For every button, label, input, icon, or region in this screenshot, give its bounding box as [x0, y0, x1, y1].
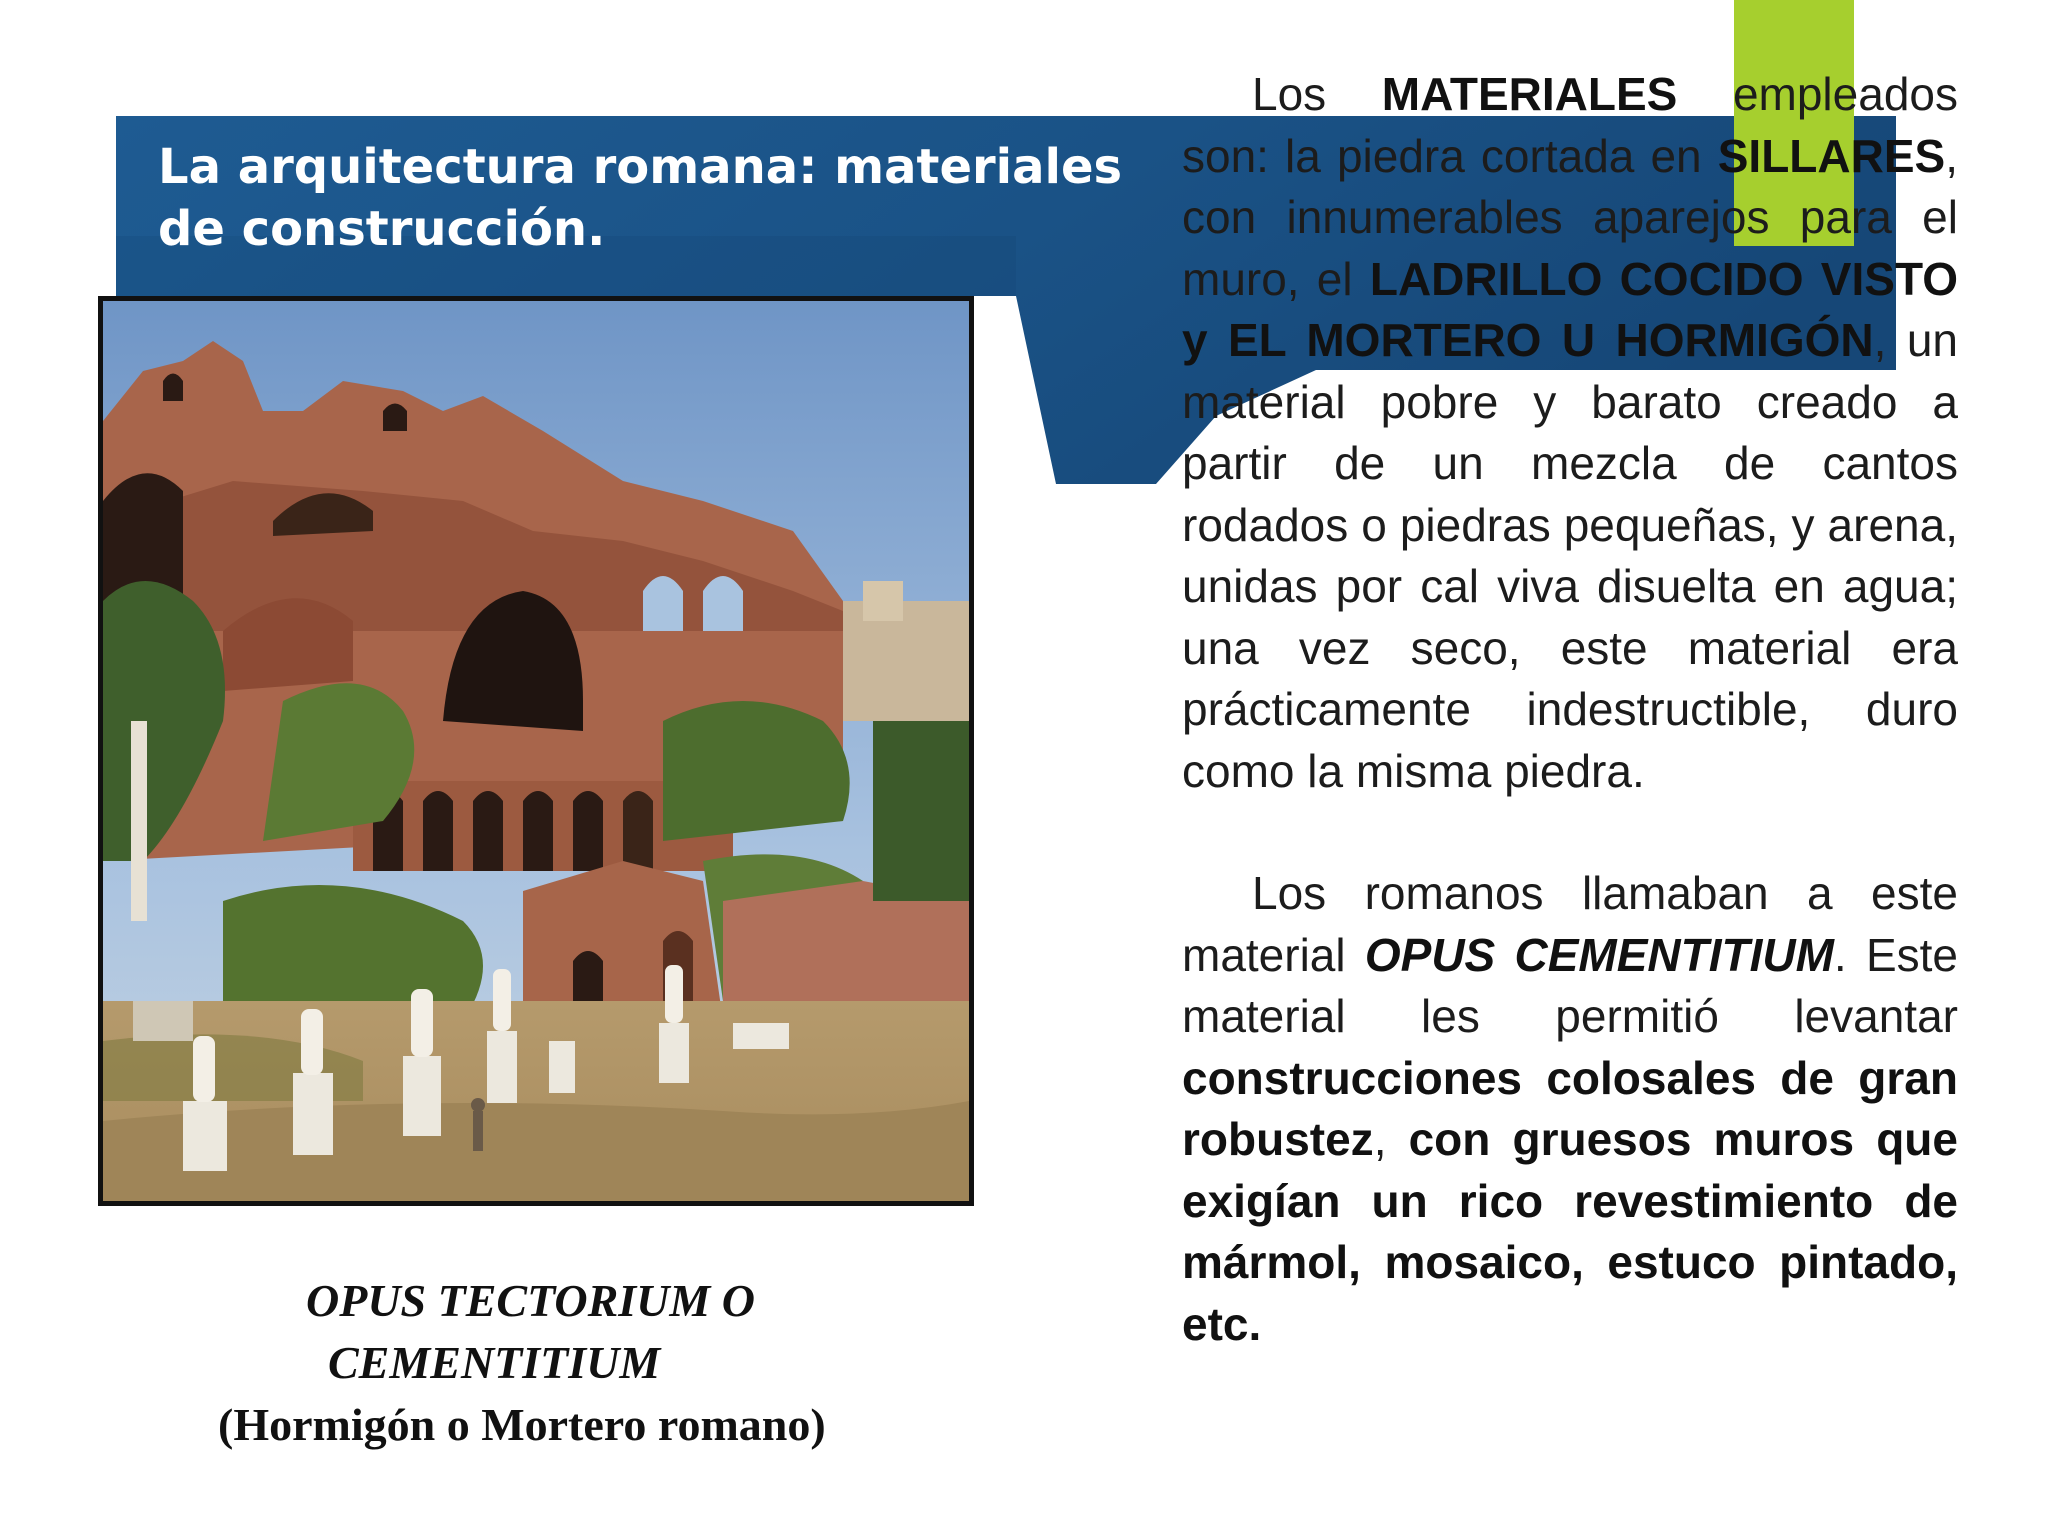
slide-title: La arquitectura romana: materiales de construcción.	[158, 139, 1123, 257]
materials-text-1: Los	[1252, 68, 1382, 120]
ladrillo-mortero-term: LADRILLO COCIDO VISTO y EL MORTERO U HORMIGÓN	[1182, 252, 1958, 366]
materials-text-4: , un material pobre y barato creado a partir de un mezcla de cantos rodados o piedras pequeñas, y arena, unidas por cal viva disuelta en agua; una vez seco, este material era prácticamente indestructible, duro como la misma piedra.	[1182, 314, 1958, 797]
image-caption	[200, 1270, 920, 1456]
opus-text-3: ,	[1373, 1113, 1409, 1165]
caption-line-2: CEMENTITIUM	[328, 1337, 661, 1388]
opus-text-2: . Este material les permitió levantar	[1182, 928, 1959, 1042]
materials-term: MATERIALES	[1381, 68, 1678, 120]
sillares-term: SILLARES	[1717, 129, 1946, 182]
caption-line-1: OPUS TECTORIUM O	[306, 1275, 755, 1326]
materials-text-2: empleados son: la piedra cortada en	[1182, 68, 1958, 182]
construcciones-phrase: construcciones colosales de gran robustez	[1182, 1051, 1958, 1165]
materials-text-3: , con innumerables aparejos para el muro, el	[1182, 129, 1958, 305]
roman-forum-photo	[98, 296, 974, 1206]
opus-paragraph	[1182, 863, 1958, 1355]
opus-text-1: Los romanos llamaban a este material	[1182, 867, 1958, 981]
muros-phrase: con gruesos muros que exigían un rico revestimiento de mármol, mosaico, estuco pintado, etc.	[1182, 1113, 1958, 1350]
caption-line-3: (Hormigón o Mortero romano)	[218, 1399, 826, 1450]
opus-cementitium-term: OPUS CEMENTITIUM	[1364, 928, 1834, 981]
materials-paragraph	[1182, 64, 1958, 802]
body-text	[1182, 64, 1958, 1355]
